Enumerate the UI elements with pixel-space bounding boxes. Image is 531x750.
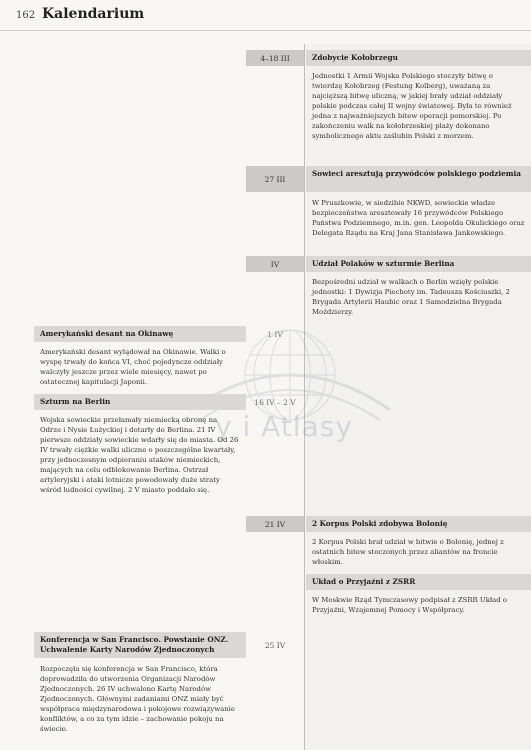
event-body: Wojska sowieckie przełamały niemiecką obronę na Odrze i Nysie Łużyckiej i dotarły do Berlina. 21 IV pierwsze oddziały sowieckie wdarły się do miasta. Od 26 IV trwały ciężkie walki uliczne o poszczególne kwartały, przy jednoczesnym odpieraniu ataków niemieckich, mających na celu odblokowanie Berlina. Ostrzał artyleryjski i ataki lotnicze powodowały duże straty wśród ludności cywilnej. 2 V miasto poddało się. [40, 416, 239, 494]
watermark-text: y i Atlasy [215, 410, 353, 443]
event-title: Zdobycie Kołobrzegu [306, 50, 531, 66]
event-date: 25 IV [264, 640, 286, 650]
event-body: W Moskwie Rząd Tymczasowy podpisał z ZSRR Układ o Przyjaźni, Wzajemnej Pomocy i Współpracy. [312, 596, 507, 614]
event-date: 16 IV – 2 V [254, 397, 296, 407]
event-body: 2 Korpus Polski brał udział w bitwie o Bolonię, jednej z ostatnich bitew stoczonych przez aliantów na froncie włoskim. [312, 538, 504, 566]
event-title: Amerykański desant na Okinawę [34, 326, 246, 342]
event-body: Rozpoczęła się konferencja w San Francisco, która doprowadziła do utworzenia Organizacji Narodów Zjednoczonych. 26 IV uchwalono Kartę Narodów Zjednoczonych. Głównymi zadaniami ONZ miały być współpraca międzynarodowa i pokojowe rozwiązywanie konfliktów, a co za tym idzie – zachowanie pokoju na świecie. [40, 665, 235, 733]
page-number: 162 [16, 10, 36, 21]
event-title: Szturm na Berlin [34, 394, 246, 410]
event-date: IV [246, 256, 304, 272]
event-date: 1 IV [267, 329, 283, 339]
event-body: Amerykański desant wylądował na Okinawie. Walki o wyspę trwały do końca VI, choć pojedyncze oddziały walczyły jeszcze przez wiele miesięcy, nawet po ostatecznej kapitulacji Japonii. [40, 348, 226, 386]
event-title: Układ o Przyjaźni z ZSRR [306, 574, 531, 590]
timeline-line [304, 44, 305, 750]
event-title: 2 Korpus Polski zdobywa Bolonię [306, 516, 531, 532]
page-header [0, 0, 531, 31]
event-body: Bezpośredni udział w walkach o Berlin wzięły polskie jednostki: 1 Dywizja Piechoty im. Tadeusza Kościuszki, 2 Brygada Artylerii Haubic oraz 1 Samodzielna Brygada Moździerzy. [312, 278, 510, 316]
event-title: Sowieci aresztują przywódców polskiego podziemia [306, 166, 531, 192]
event-date: 27 III [246, 166, 304, 192]
event-date: 21 IV [246, 516, 304, 532]
event-title: Udział Polaków w szturmie Berlina [306, 256, 531, 272]
right-column-background [305, 44, 531, 750]
event-body: Jednostki 1 Armii Wojska Polskiego stoczyły bitwę o twierdzę Kołobrzeg (Festung Kolberg), uważaną za najcięższą bitwę uliczną, w jakiej brały udział oddziały polskie podczas całej II wojny światowej. Była to również jedna z najważniejszych bitew operacji pomorskiej. Po zakończeniu walk na kołobrzeskiej plaży dokonano symbolicznego aktu zaślubin Polski z morzem. [312, 72, 512, 140]
page-title: Kalendarium [42, 6, 145, 22]
event-date: 4–18 III [246, 50, 304, 66]
event-body: W Pruszkowie, w siedzibie NKWD, sowieckie władze bezpieczeństwa aresztowały 16 przywódców Polskiego Państwa Podziemnego, m.in. gen. Leopolda Okulickiego oraz Delegata Rządu na Kraj Jana Stanisława Jankowskiego. [312, 199, 525, 237]
event-title: Konferencja w San Francisco. Powstanie ONZ. Uchwalenie Karty Narodów Zjednoczonych [34, 632, 246, 658]
